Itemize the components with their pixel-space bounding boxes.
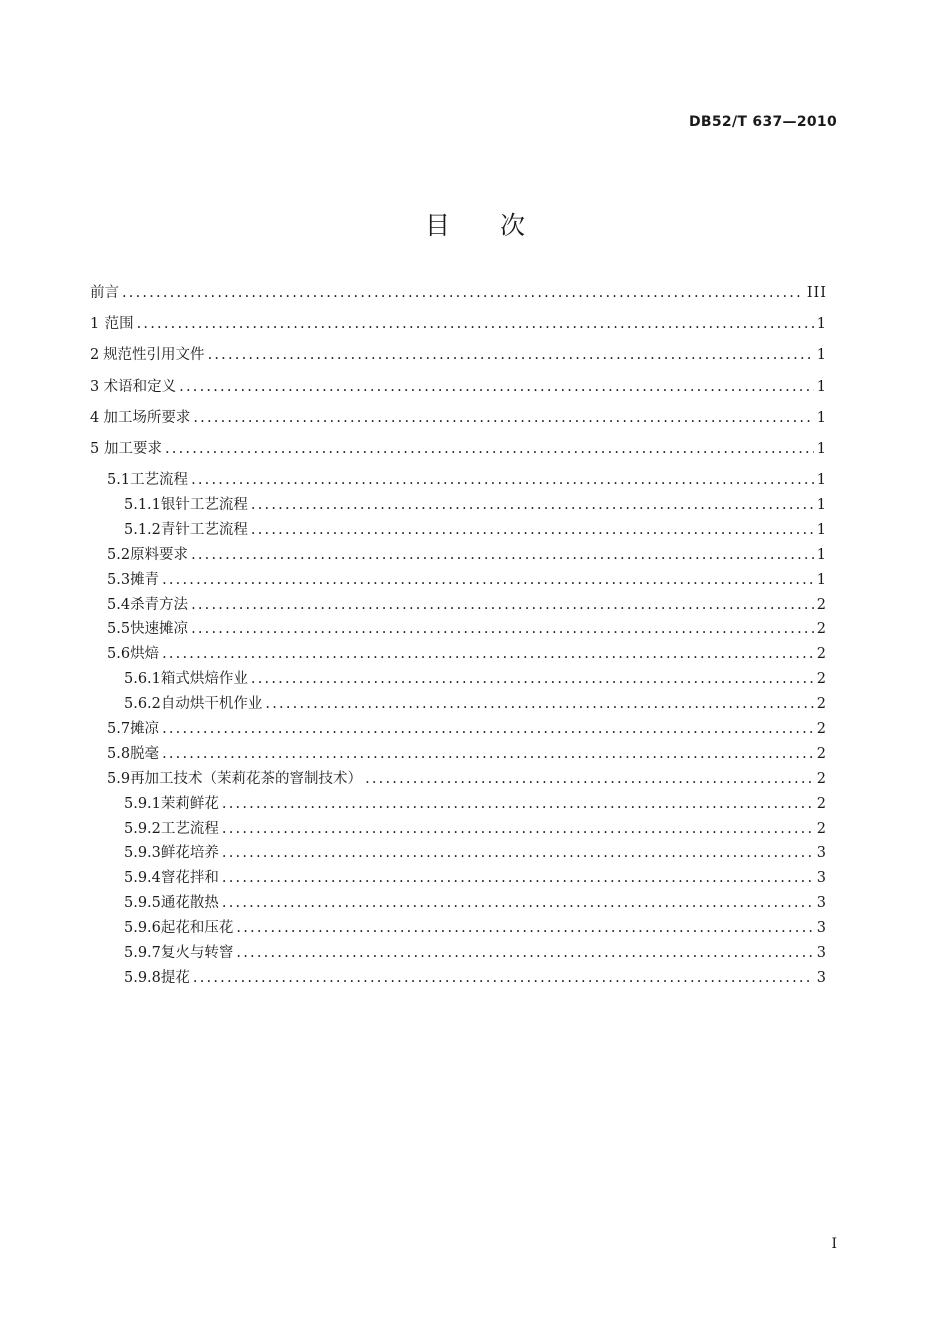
toc-entry-page: 2 [816, 820, 827, 837]
toc-entry-page: 3 [816, 920, 827, 937]
toc-entry[interactable] [90, 695, 827, 720]
toc-entry[interactable] [90, 471, 827, 496]
dot-leader [191, 546, 814, 564]
toc-entry-number: 5.1 [107, 472, 131, 489]
toc-entry-number: 5.9.5 [124, 895, 161, 912]
toc-entry-page: 2 [816, 646, 827, 663]
toc-entry-label: 加工要求 [103, 440, 162, 457]
toc-entry-label: 茉莉鲜花 [160, 795, 219, 812]
toc-entry[interactable] [90, 969, 827, 994]
toc-entry[interactable] [90, 284, 827, 315]
document-code: DB52/T 637—2010 [689, 114, 837, 130]
toc-entry-page: 3 [816, 969, 827, 986]
toc-entry-label: 复火与转窨 [160, 945, 234, 962]
toc-entry-page: 2 [816, 745, 827, 762]
toc-entry-number: 5.9.8 [124, 969, 161, 986]
toc-entry-page: 1 [816, 409, 827, 426]
toc-entry-number: 5.9.7 [124, 945, 161, 962]
toc-entry-label: 前言 [90, 285, 119, 301]
dot-leader [236, 919, 813, 937]
toc-entry-page: III [806, 285, 827, 301]
dot-leader [162, 571, 814, 589]
dot-leader [251, 521, 814, 539]
toc-entry-label: 术语和定义 [103, 378, 177, 395]
toc-entry-label: 原料要求 [130, 546, 189, 563]
toc-entry-number: 5.9.4 [124, 870, 161, 887]
toc-entry-label: 范围 [104, 316, 134, 333]
toc-entry-number: 5.6.1 [124, 671, 161, 688]
toc-entry-page: 3 [816, 895, 827, 912]
toc-entry-label: 快速摊凉 [130, 621, 189, 638]
toc-entry-number: 3 [90, 378, 100, 395]
toc-entry-label: 青针工艺流程 [160, 521, 248, 538]
toc-entry-label: 规范性引用文件 [103, 347, 205, 364]
toc-entry[interactable] [90, 720, 827, 745]
toc-entry[interactable] [90, 869, 827, 894]
toc-entry-page: 1 [816, 347, 827, 364]
toc-entry[interactable] [90, 546, 827, 571]
dot-leader [137, 315, 814, 333]
toc-entry-page: 2 [816, 621, 827, 638]
toc-entry-page: 1 [816, 472, 827, 489]
toc-entry-number: 5.5 [107, 621, 131, 638]
toc-entry-label: 杀青方法 [130, 596, 189, 613]
toc-entry-page: 1 [816, 546, 827, 563]
toc-entry-number: 5.7 [107, 721, 131, 738]
toc-entry[interactable] [90, 919, 827, 944]
toc-entry-page: 2 [816, 596, 827, 613]
toc-entry-label: 工艺流程 [160, 820, 219, 837]
toc-entry-label: 起花和压花 [160, 920, 234, 937]
toc-entry-label: 提花 [160, 969, 190, 986]
toc-entry-page: 1 [816, 521, 827, 538]
dot-leader [208, 346, 814, 364]
toc-entry-number: 2 [90, 347, 100, 364]
toc-entry-number: 5.9 [107, 770, 131, 787]
toc-title: 目次 [424, 211, 575, 240]
dot-leader [222, 820, 814, 838]
toc-entry[interactable] [90, 944, 827, 969]
toc-entry[interactable] [90, 315, 827, 346]
toc-entry-number: 5.9.2 [124, 820, 161, 837]
dot-leader [265, 695, 813, 713]
toc-entry-number: 4 [90, 409, 100, 426]
table-of-contents [90, 284, 827, 994]
toc-entry-label: 加工场所要求 [103, 409, 191, 426]
dot-leader [236, 944, 813, 962]
toc-entry-number: 1 [90, 316, 100, 333]
toc-entry-label: 摊凉 [130, 721, 160, 738]
toc-entry[interactable] [90, 620, 827, 645]
dot-leader [162, 745, 814, 763]
dot-leader [222, 894, 814, 912]
toc-entry-page: 1 [816, 571, 827, 588]
toc-entry[interactable] [90, 745, 827, 770]
dot-leader [191, 620, 814, 638]
toc-entry-page: 1 [816, 378, 827, 395]
toc-entry-number: 5.6.2 [124, 696, 161, 713]
toc-entry[interactable] [90, 844, 827, 869]
dot-leader [222, 795, 814, 813]
dot-leader [193, 969, 814, 987]
toc-entry-label: 脱毫 [130, 745, 160, 762]
toc-entry-page: 3 [816, 870, 827, 887]
toc-entry-number: 5 [90, 440, 100, 457]
toc-entry-page: 1 [816, 497, 827, 514]
toc-entry[interactable] [90, 571, 827, 596]
toc-entry-page: 2 [816, 770, 827, 787]
toc-entry-page: 2 [816, 721, 827, 738]
toc-entry-number: 5.1.1 [124, 497, 161, 514]
toc-entry-page: 3 [816, 845, 827, 862]
toc-entry-number: 5.4 [107, 596, 131, 613]
toc-entry[interactable] [90, 496, 827, 521]
toc-entry-page: 2 [816, 696, 827, 713]
dot-leader [365, 770, 814, 788]
toc-entry-label: 再加工技术（茉莉花茶的窨制技术） [130, 770, 363, 787]
toc-entry[interactable] [90, 440, 827, 471]
toc-entry-number: 5.6 [107, 646, 131, 663]
toc-entry-page: 1 [816, 440, 827, 457]
page-number: I [831, 1236, 837, 1252]
toc-entry-number: 5.9.3 [124, 845, 161, 862]
toc-entry-label: 鲜花培养 [160, 845, 219, 862]
dot-leader [222, 869, 814, 887]
toc-entry[interactable] [90, 645, 827, 670]
dot-leader [251, 496, 814, 514]
toc-entry[interactable] [90, 670, 827, 695]
toc-entry-number: 5.9.1 [124, 795, 161, 812]
toc-entry[interactable] [90, 770, 827, 795]
toc-entry-label: 工艺流程 [130, 472, 189, 489]
toc-entry-page: 2 [816, 795, 827, 812]
dot-leader [162, 645, 814, 663]
dot-leader [191, 471, 814, 489]
toc-entry-number: 5.3 [107, 571, 131, 588]
dot-leader [162, 720, 814, 738]
toc-entry-label: 通花散热 [160, 895, 219, 912]
dot-leader [251, 670, 814, 688]
toc-entry[interactable] [90, 378, 827, 409]
toc-entry[interactable] [90, 894, 827, 919]
toc-entry-label: 箱式烘焙作业 [160, 671, 248, 688]
toc-entry-label: 自动烘干机作业 [160, 696, 263, 713]
toc-entry-number: 5.9.6 [124, 920, 161, 937]
toc-entry-page: 3 [816, 945, 827, 962]
toc-entry[interactable] [90, 346, 827, 377]
toc-entry[interactable] [90, 596, 827, 621]
dot-leader [179, 378, 814, 396]
toc-entry-page: 1 [816, 316, 827, 333]
dot-leader [191, 596, 814, 614]
dot-leader [122, 284, 804, 302]
toc-entry[interactable] [90, 820, 827, 845]
toc-entry-label: 银针工艺流程 [160, 497, 248, 514]
dot-leader [165, 440, 814, 458]
toc-entry[interactable] [90, 521, 827, 546]
toc-entry[interactable] [90, 795, 827, 820]
toc-entry-label: 烘焙 [130, 646, 160, 663]
toc-entry-number: 5.8 [107, 745, 131, 762]
toc-entry-number: 5.1.2 [124, 521, 161, 538]
toc-entry-label: 摊青 [130, 571, 160, 588]
toc-entry-page: 2 [816, 671, 827, 688]
toc-entry[interactable] [90, 409, 827, 440]
toc-entry-label: 窨花拌和 [160, 870, 219, 887]
dot-leader [193, 409, 813, 427]
dot-leader [222, 844, 814, 862]
toc-entry-number: 5.2 [107, 546, 131, 563]
